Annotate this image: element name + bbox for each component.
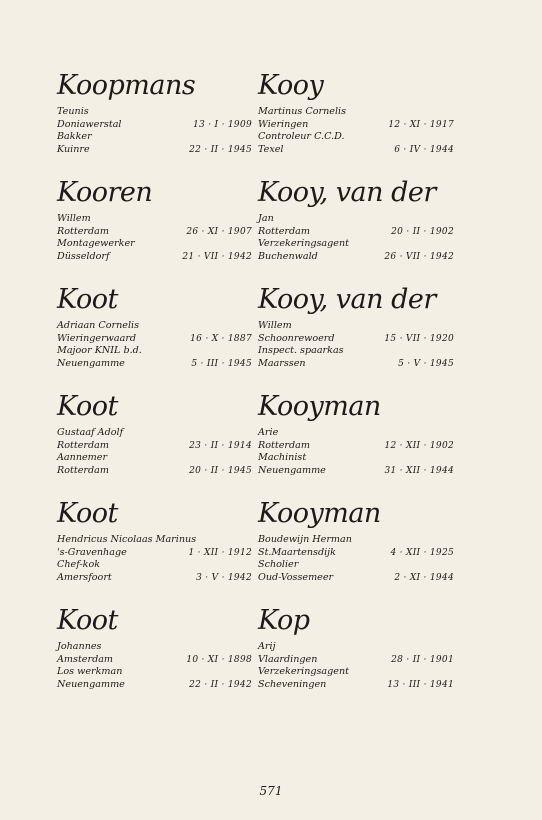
entry-text: Texel — [258, 143, 284, 155]
entry-line — [258, 358, 454, 371]
entry-line — [258, 345, 454, 358]
entry-text: Wieringerwaard — [57, 332, 137, 344]
surname-heading: Kooyman — [258, 498, 381, 529]
entry-line — [258, 641, 454, 654]
surname-heading: Koot — [57, 391, 118, 422]
entry-text: Amsterdam — [57, 653, 114, 665]
entry-line — [258, 547, 454, 560]
surname-heading: Kop — [258, 605, 310, 636]
entry-line — [258, 452, 454, 465]
entry-date: 10 · XI · 1898 — [186, 654, 252, 665]
entry-date: 22 · II · 1942 — [189, 679, 252, 690]
entry-text: Rotterdam — [57, 464, 109, 476]
entry-text: Rotterdam — [57, 225, 109, 237]
entry-date: 20 · II · 1945 — [189, 465, 252, 476]
entry-date: 12 · XI · 1917 — [388, 119, 454, 130]
entry-line — [57, 131, 252, 144]
entry-date: 16 · X · 1887 — [190, 333, 252, 344]
entry-line — [258, 440, 454, 453]
entry-line — [57, 144, 252, 157]
name-entry — [57, 70, 252, 177]
entry-date: 13 · I · 1909 — [193, 119, 252, 130]
entry-line — [57, 452, 252, 465]
name-entry — [57, 177, 252, 284]
entry-line — [57, 465, 252, 478]
entry-date: 4 · XII · 1925 — [390, 547, 454, 558]
name-entry — [258, 284, 454, 391]
entry-text: Controleur C.C.D. — [258, 131, 345, 142]
entry-text: Los werkman — [57, 666, 123, 677]
entry-line — [258, 666, 454, 679]
left-column — [57, 70, 252, 712]
entry-line — [57, 226, 252, 239]
entry-text: Inspect. spaarkas — [258, 345, 344, 356]
entry-line — [57, 345, 252, 358]
entry-date: 12 · XII · 1902 — [384, 440, 454, 451]
entry-line — [258, 226, 454, 239]
entry-text: Teunis — [57, 106, 89, 117]
entry-date: 28 · II · 1901 — [391, 654, 454, 665]
entry-date: 22 · II · 1945 — [189, 144, 252, 155]
entry-text: Chef-kok — [57, 559, 101, 570]
entry-date: 5 · III · 1945 — [191, 358, 252, 369]
entry-text: Gustaaf Adolf — [57, 427, 124, 438]
name-entry — [57, 605, 252, 712]
entry-line — [258, 427, 454, 440]
entry-text: Rotterdam — [258, 225, 310, 237]
entry-line — [57, 559, 252, 572]
entry-text: Vlaardingen — [258, 653, 318, 665]
entry-line — [57, 427, 252, 440]
surname-heading: Koot — [57, 605, 118, 636]
entry-text: Schoonrewoerd — [258, 332, 335, 344]
right-column — [258, 70, 454, 712]
entry-text: Buchenwald — [258, 250, 318, 262]
page-number: 571 — [259, 784, 283, 798]
entry-line — [258, 238, 454, 251]
entry-date: 15 · VII · 1920 — [384, 333, 454, 344]
entry-text: Wieringen — [258, 118, 309, 130]
entry-text: Rotterdam — [57, 439, 109, 451]
entry-date: 20 · II · 1902 — [391, 226, 454, 237]
entry-date: 31 · XII · 1944 — [384, 465, 454, 476]
surname-heading: Koot — [57, 284, 118, 315]
entry-line — [57, 679, 252, 692]
entry-text: Martinus Cornelis — [258, 106, 347, 117]
entry-line — [57, 547, 252, 560]
entry-line — [57, 333, 252, 346]
entry-text: Willem — [57, 213, 91, 224]
entry-text: Neuengamme — [57, 678, 125, 690]
entry-text: Doniawerstal — [57, 118, 122, 130]
entry-text: Jan — [258, 213, 274, 224]
entry-text: Aannemer — [57, 452, 108, 463]
entry-date: 26 · VII · 1942 — [384, 251, 454, 262]
entry-text: Bakker — [57, 131, 92, 142]
entry-text: Machinist — [258, 452, 307, 463]
surname-heading: Kooren — [57, 177, 153, 208]
entry-text: Kuinre — [57, 143, 90, 155]
entry-text: Düsseldorf — [57, 250, 110, 262]
entry-text: Arij — [258, 641, 276, 652]
entry-line — [57, 238, 252, 251]
entry-text: Willem — [258, 320, 292, 331]
entry-line — [258, 106, 454, 119]
entry-text: 's-Gravenhage — [57, 546, 127, 558]
entry-date: 23 · II · 1914 — [189, 440, 252, 451]
entry-text: Montagewerker — [57, 238, 135, 249]
entry-line — [258, 654, 454, 667]
entry-line — [258, 320, 454, 333]
name-entry — [258, 70, 454, 177]
entry-line — [57, 251, 252, 264]
entry-date: 3 · V · 1942 — [196, 572, 252, 583]
entry-line — [258, 213, 454, 226]
entry-text: St.Maartensdijk — [258, 546, 336, 558]
surname-heading: Koot — [57, 498, 118, 529]
entry-date: 5 · V · 1945 — [398, 358, 454, 369]
entry-text: Neuengamme — [57, 357, 125, 369]
entry-text: Verzekeringsagent — [258, 666, 350, 677]
entry-text: Neuengamme — [258, 464, 326, 476]
entry-text: Hendricus Nicolaas Marinus — [57, 534, 197, 545]
entry-line — [258, 559, 454, 572]
entry-date: 6 · IV · 1944 — [394, 144, 454, 155]
entry-date: 13 · III · 1941 — [387, 679, 454, 690]
surname-heading: Kooy — [258, 70, 324, 101]
entry-line — [57, 440, 252, 453]
entry-line — [258, 131, 454, 144]
entry-text: Scheveningen — [258, 678, 327, 690]
entry-line — [57, 666, 252, 679]
entry-line — [258, 144, 454, 157]
name-entry — [258, 391, 454, 498]
entry-line — [258, 572, 454, 585]
entry-text: Scholier — [258, 559, 299, 570]
entry-text: Johannes — [57, 641, 102, 652]
surname-heading: Kooyman — [258, 391, 381, 422]
entry-line — [258, 251, 454, 264]
entry-date: 2 · XI · 1944 — [394, 572, 454, 583]
entry-text: Adriaan Cornelis — [57, 320, 140, 331]
name-entry — [57, 498, 252, 605]
entry-line — [258, 465, 454, 478]
entry-line — [57, 534, 252, 547]
entry-text: Majoor KNIL b.d. — [57, 345, 142, 356]
entry-line — [258, 679, 454, 692]
entry-line — [57, 641, 252, 654]
entry-line — [57, 213, 252, 226]
surname-heading: Koopmans — [57, 70, 196, 101]
name-entry — [57, 284, 252, 391]
surname-heading: Kooy, van der — [258, 284, 436, 315]
entry-date: 21 · VII · 1942 — [182, 251, 252, 262]
entry-line — [57, 106, 252, 119]
entry-text: Oud-Vossemeer — [258, 571, 334, 583]
name-entry — [57, 391, 252, 498]
entry-line — [57, 119, 252, 132]
entry-text: Maarssen — [258, 357, 306, 369]
entry-line — [57, 358, 252, 371]
entry-line — [258, 534, 454, 547]
name-entry — [258, 177, 454, 284]
entry-line — [57, 654, 252, 667]
entry-text: Boudewijn Herman — [258, 534, 352, 545]
entry-text: Rotterdam — [258, 439, 310, 451]
entry-date: 1 · XII · 1912 — [188, 547, 252, 558]
entry-text: Amersfoort — [57, 571, 112, 583]
name-entry — [258, 605, 454, 712]
entry-text: Verzekeringsagent — [258, 238, 350, 249]
entry-line — [258, 333, 454, 346]
entry-line — [258, 119, 454, 132]
entry-line — [57, 572, 252, 585]
entry-date: 26 · XI · 1907 — [186, 226, 252, 237]
entry-line — [57, 320, 252, 333]
entry-text: Arie — [258, 427, 279, 438]
surname-heading: Kooy, van der — [258, 177, 436, 208]
name-entry — [258, 498, 454, 605]
